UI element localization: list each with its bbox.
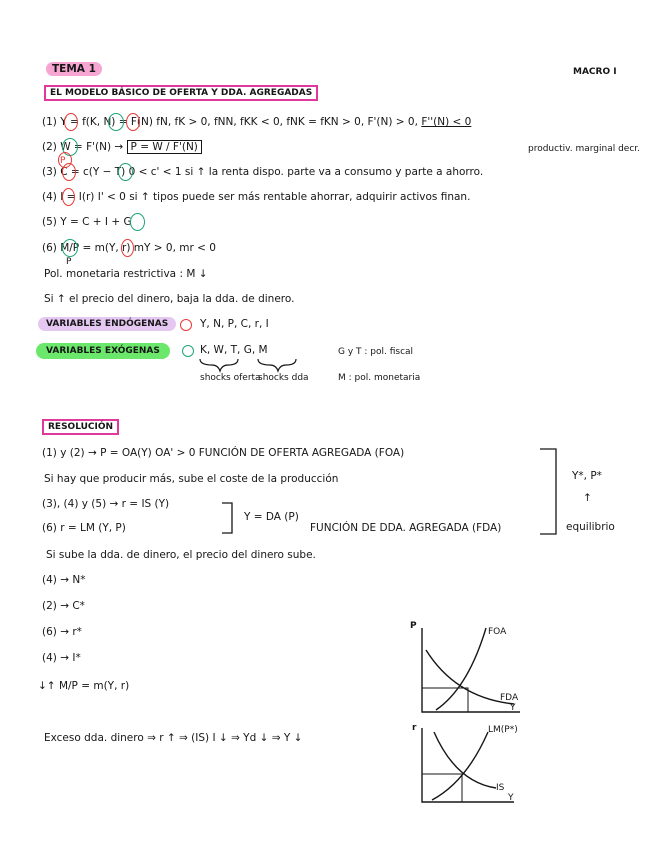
graph2-curve-is: IS xyxy=(496,783,505,793)
ring-k xyxy=(108,113,124,131)
exceso-line: Exceso dda. dinero ⇒ r ↑ ⇒ (IS) I ↓ ⇒ Yd ↓ ⇒ Y ↓ xyxy=(44,732,303,744)
equilibrio-label: equilibrio xyxy=(566,521,615,533)
step-1: (4) → N* xyxy=(42,574,86,586)
step-5: ↓↑ M/P = m(Y, r) xyxy=(38,680,130,692)
subject-label: MACRO I xyxy=(573,67,617,77)
ring-m xyxy=(62,239,78,257)
endogenas-list: Y, N, P, C, r, I xyxy=(200,318,269,330)
topic-label: TEMA 1 xyxy=(46,62,102,76)
equilibrio-arrow: ↑ xyxy=(583,492,592,504)
graph2-curve-lm: LM(P*) xyxy=(488,725,518,735)
ring-g xyxy=(130,213,145,231)
resolucion-r2: (3), (4) y (5) → r = IS (Y) xyxy=(42,498,170,510)
ring-c xyxy=(62,163,76,181)
resolucion-join: Y = DA (P) xyxy=(244,511,299,523)
pol-monetaria: M : pol. monetaria xyxy=(338,373,421,383)
equilibrio-values: Y*, P* xyxy=(572,470,602,482)
page-title xyxy=(44,87,318,100)
note-precio-dinero: Si ↑ el precio del dinero, baja la dda. de dinero. xyxy=(44,293,295,305)
graph2-y-label: r xyxy=(412,723,417,733)
equation-1-tail: F''(N) < 0 xyxy=(421,116,472,128)
ring-t xyxy=(118,163,133,181)
bracket-is-lm xyxy=(222,502,242,536)
exogenas-list: K, W, T, G, M xyxy=(200,344,268,356)
graph1-curve-fda: FDA xyxy=(500,693,519,703)
exogenas-tag xyxy=(36,344,170,358)
graph2-x-label: Y xyxy=(508,793,514,803)
step-3: (6) → r* xyxy=(42,626,82,638)
equation-6: (6) M/P = m(Y, r) mY > 0, mr < 0 xyxy=(42,242,216,254)
endogenas-marker xyxy=(180,319,192,331)
equation-2-box: P = W / F'(N) xyxy=(127,140,202,154)
resolucion-fda: FUNCIÓN DE DDA. AGREGADA (FDA) xyxy=(310,522,502,534)
shocks-dda: shocks dda xyxy=(258,373,309,383)
equation-3: (3) C = c(Y − T) 0 < c' < 1 si ↑ la renta dispo. parte va a consumo y parte a ahorro. xyxy=(42,166,484,178)
note-pol-monetaria: Pol. monetaria restrictiva : M ↓ xyxy=(44,268,208,280)
pol-fiscal: G y T : pol. fiscal xyxy=(338,347,414,357)
resolucion-note: Si sube la dda. de dinero, el precio del dinero sube. xyxy=(46,549,316,561)
endogenas-label: VARIABLES ENDÓGENAS xyxy=(38,317,176,331)
step-5-text: M/P = m(Y, r) xyxy=(58,680,130,692)
equation-2-below: P xyxy=(60,156,66,166)
exogenas-braces xyxy=(198,357,318,373)
topic-tag xyxy=(46,63,102,76)
equation-5: (5) Y = C + I + G xyxy=(42,216,132,228)
equation-2-text: (2) W = F'(N) → xyxy=(42,141,124,153)
graph1-curve-foa: FOA xyxy=(488,627,507,637)
step-4: (4) → I* xyxy=(42,652,81,664)
equation-1-note: productiv. marginal decr. xyxy=(528,144,641,154)
equation-1-text: (1) Y = f(K, N) = F(N) fN, fK > 0, fNN, fKK < 0, fNK = fKN > 0, F'(N) > 0, xyxy=(42,116,418,128)
equation-1 xyxy=(42,116,471,129)
ring-y xyxy=(64,113,78,131)
shocks-oferta: shocks oferta xyxy=(200,373,261,383)
graph1-x-label: Y xyxy=(510,703,516,713)
resolucion-r1-note: Si hay que producir más, sube el coste de la producción xyxy=(44,473,339,485)
resolucion-heading xyxy=(42,421,119,434)
step-2: (2) → C* xyxy=(42,600,85,612)
endogenas-tag xyxy=(38,317,176,331)
exogenas-label: VARIABLES EXÓGENAS xyxy=(36,343,170,359)
resolucion-r3: (6) r = LM (Y, P) xyxy=(42,522,126,534)
graph1-y-label: P xyxy=(410,621,417,631)
ring-r xyxy=(121,239,134,257)
ring-i xyxy=(62,188,75,206)
ring-n xyxy=(126,113,140,131)
page-title-text: EL MODELO BÁSICO DE OFERTA Y DDA. AGREGADAS xyxy=(44,85,318,101)
equation-6-below: P xyxy=(66,257,72,267)
resolucion-r1: (1) y (2) → P = OA(Y) OA' > 0 FUNCIÓN DE OFERTA AGREGADA (FOA) xyxy=(42,447,405,459)
resolucion-title: RESOLUCIÓN xyxy=(42,419,119,435)
equation-4: (4) I = I(r) I' < 0 si ↑ tipos puede ser más rentable ahorrar, adquirir activos finan. xyxy=(42,191,471,203)
exogenas-marker xyxy=(182,345,194,357)
